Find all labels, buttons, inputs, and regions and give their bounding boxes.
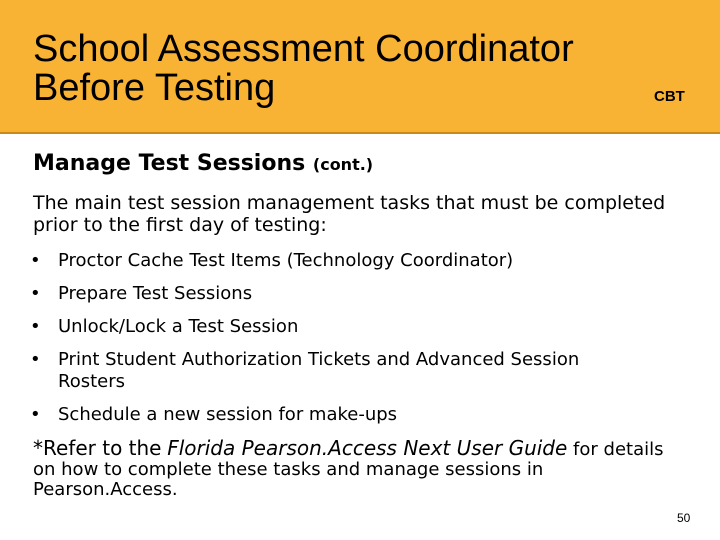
bullet-icon: • — [30, 283, 41, 304]
footnote-rest: for details on how to complete these tasks and manage sessions in Pearson.Access. — [33, 439, 664, 500]
list-item-text: Schedule a new session for make-ups — [58, 404, 398, 425]
list-item-text: Unlock/Lock a Test Session — [58, 316, 299, 337]
footnote — [33, 438, 683, 500]
cbt-badge: CBT — [654, 88, 685, 105]
section-heading — [33, 150, 373, 179]
slide-title-line-2: Before Testing — [33, 67, 276, 109]
list-item-text: Prepare Test Sessions — [58, 283, 253, 304]
slide-title-line-1: School Assessment Coordinator — [33, 28, 574, 70]
bullet-icon: • — [30, 349, 41, 370]
list-item-text: Proctor Cache Test Items (Technology Coordinator) — [58, 250, 514, 271]
bullet-icon: • — [30, 316, 41, 337]
title-banner — [0, 0, 720, 134]
intro-paragraph: The main test session management tasks that must be completed prior to the first day of testing: — [33, 192, 666, 236]
list-item — [30, 250, 670, 272]
list-item — [30, 349, 638, 393]
list-item — [30, 283, 670, 305]
task-list — [30, 250, 670, 437]
footnote-lead: *Refer to the — [33, 436, 162, 460]
slide-title — [33, 30, 574, 108]
page-number: 50 — [677, 511, 691, 525]
bullet-icon: • — [30, 250, 41, 271]
guide-title: Florida Pearson.Access Next User Guide — [167, 436, 568, 460]
section-heading-text: Manage Test Sessions — [33, 151, 306, 176]
list-item — [30, 316, 670, 338]
list-item — [30, 404, 670, 426]
bullet-icon: • — [30, 404, 41, 425]
section-heading-suffix: (cont.) — [312, 155, 374, 174]
list-item-text: Print Student Authorization Tickets and Advanced Session Rosters — [58, 349, 580, 392]
